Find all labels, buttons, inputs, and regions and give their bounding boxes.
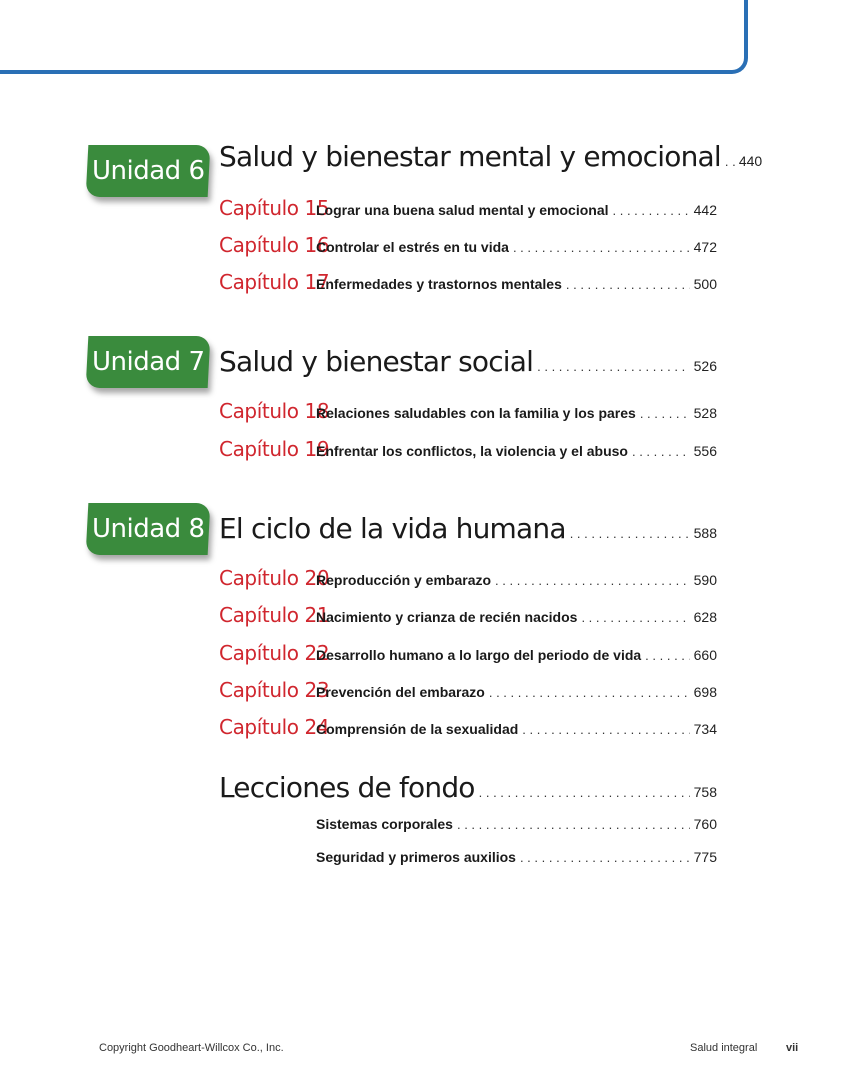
page-number: 528 — [693, 405, 717, 421]
section-item-title: Seguridad y primeros auxilios — [316, 849, 516, 865]
dot-leader — [566, 277, 690, 292]
page-number: 526 — [693, 358, 717, 374]
chapter-24-row[interactable] — [219, 715, 717, 739]
dot-leader — [495, 573, 690, 588]
page-number: 472 — [693, 239, 717, 255]
dot-leader — [537, 359, 690, 374]
dot-leader — [513, 240, 690, 255]
chapter-title: Reproducción y embarazo — [316, 572, 492, 588]
chapter-title: Prevención del embarazo — [316, 684, 485, 700]
chapter-label: Capítulo 24 — [219, 715, 330, 739]
chapter-18-row[interactable] — [219, 399, 717, 423]
chapter-title: Controlar el estrés en tu vida — [316, 239, 509, 255]
page-number: 734 — [693, 721, 717, 737]
chapter-label: Capítulo 23 — [219, 678, 330, 702]
dot-leader — [725, 154, 735, 169]
page-number: 660 — [693, 647, 717, 663]
chapter-title: Enfrentar los conflictos, la violencia y el abuso — [316, 443, 628, 459]
chapter-19-row[interactable] — [219, 437, 717, 461]
chapter-title: Enfermedades y trastornos mentales — [316, 276, 562, 292]
footer-page-number: vii — [786, 1042, 799, 1054]
page-number: 442 — [693, 202, 717, 218]
first-aid-row[interactable] — [316, 849, 717, 865]
page-number: 556 — [693, 443, 717, 459]
chapter-label: Capítulo 20 — [219, 566, 330, 590]
dot-leader — [640, 406, 690, 421]
page-number: 758 — [693, 784, 717, 800]
chapter-title: Lograr una buena salud mental y emocional — [316, 202, 609, 218]
page-number: 590 — [693, 572, 717, 588]
dot-leader — [632, 444, 690, 459]
dot-leader — [645, 648, 689, 663]
footer-book-title: Salud integral — [690, 1042, 758, 1054]
chapter-title: Desarrollo humano a lo largo del periodo de vida — [316, 647, 642, 663]
chapter-title: Comprensión de la sexualidad — [316, 721, 519, 737]
dot-leader — [613, 203, 690, 218]
unit-7-tab: Unidad 7 — [86, 336, 211, 388]
chapter-20-row[interactable] — [219, 566, 717, 590]
background-lessons-row[interactable] — [219, 771, 717, 811]
dot-leader — [489, 685, 690, 700]
chapter-label: Capítulo 17 — [219, 270, 330, 294]
section-title: Lecciones de fondo — [219, 771, 475, 804]
chapter-label: Capítulo 21 — [219, 603, 330, 627]
unit-7-row[interactable] — [219, 345, 717, 385]
unit-title: Salud y bienestar social — [219, 345, 534, 378]
unit-title: Salud y bienestar mental y emocional — [219, 140, 721, 173]
chapter-title: Relaciones saludables con la familia y los pares — [316, 405, 636, 421]
page-number: 698 — [693, 684, 717, 700]
chapter-label: Capítulo 18 — [219, 399, 330, 423]
dot-leader — [522, 722, 689, 737]
section-item-title: Sistemas corporales — [316, 816, 453, 832]
page-number: 760 — [693, 816, 717, 832]
chapter-15-row[interactable] — [219, 196, 717, 220]
page-number: 440 — [738, 153, 763, 169]
unit-6-row[interactable] — [219, 140, 763, 180]
body-systems-row[interactable] — [316, 816, 717, 832]
dot-leader — [479, 785, 690, 800]
top-frame-border — [0, 0, 748, 74]
chapter-21-row[interactable] — [219, 603, 717, 627]
unit-8-row[interactable] — [219, 512, 717, 552]
chapter-label: Capítulo 22 — [219, 641, 330, 665]
chapter-label: Capítulo 19 — [219, 437, 330, 461]
chapter-23-row[interactable] — [219, 678, 717, 702]
chapter-label: Capítulo 15 — [219, 196, 330, 220]
chapter-16-row[interactable] — [219, 233, 717, 257]
unit-6-tab: Unidad 6 — [86, 145, 211, 197]
dot-leader — [520, 850, 690, 865]
chapter-17-row[interactable] — [219, 270, 717, 294]
chapter-label: Capítulo 16 — [219, 233, 330, 257]
chapter-title: Nacimiento y crianza de recién nacidos — [316, 609, 578, 625]
page-number: 775 — [693, 849, 717, 865]
dot-leader — [581, 610, 689, 625]
page-number: 500 — [693, 276, 717, 292]
footer-copyright: Copyright Goodheart-Willcox Co., Inc. — [99, 1042, 284, 1054]
page-number: 628 — [693, 609, 717, 625]
dot-leader — [457, 817, 690, 832]
unit-8-tab: Unidad 8 — [86, 503, 211, 555]
dot-leader — [570, 526, 690, 541]
unit-title: El ciclo de la vida humana — [219, 512, 566, 545]
page-number: 588 — [693, 525, 717, 541]
chapter-22-row[interactable] — [219, 641, 717, 665]
